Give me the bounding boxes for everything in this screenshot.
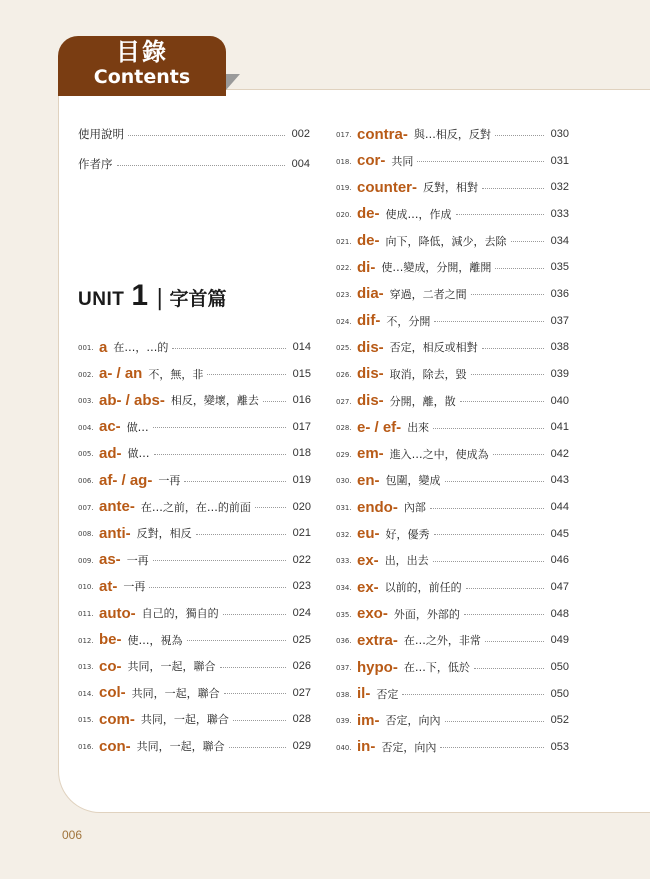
leader-dots xyxy=(434,534,545,535)
page-number: 024 xyxy=(292,607,311,619)
prefix-meaning: 在…之前，在…的前面 xyxy=(140,500,251,514)
prefix-meaning: 以前的，前任的 xyxy=(384,581,462,595)
toc-entry[interactable] xyxy=(336,736,569,758)
page-number: 021 xyxy=(292,527,311,540)
leader-dots xyxy=(445,481,545,482)
entry-number: 017. xyxy=(336,131,352,139)
leader-dots xyxy=(149,587,286,588)
page-number: 029 xyxy=(292,740,311,752)
entry-number: 007. xyxy=(78,503,94,512)
word-prefix: e- / ef- xyxy=(357,418,402,436)
word-prefix: dis- xyxy=(357,392,384,409)
page-number: 046 xyxy=(550,554,569,567)
page-number: 027 xyxy=(292,686,311,699)
toc-entry[interactable] xyxy=(78,522,311,544)
entry-number: 022. xyxy=(336,264,352,273)
toc-entry[interactable] xyxy=(78,708,311,730)
leader-dots xyxy=(466,588,544,589)
toc-entry[interactable] xyxy=(336,469,569,491)
prefix-meaning: 與…相反，反對 xyxy=(413,128,491,141)
entry-number: 020. xyxy=(336,210,352,219)
toc-entry[interactable] xyxy=(336,576,569,598)
entry-number: 029. xyxy=(336,450,352,459)
leader-dots xyxy=(184,481,286,482)
word-prefix: ad- xyxy=(99,444,122,462)
prefix-meaning: 共同，一起，聯合 xyxy=(140,713,229,727)
unit-separator: | xyxy=(156,286,164,311)
page-number: 053 xyxy=(550,740,569,753)
toc-entry[interactable] xyxy=(336,150,569,172)
leader-dots xyxy=(434,321,544,322)
leader-dots xyxy=(445,721,545,722)
prefix-meaning: 取消，除去，毀 xyxy=(389,367,467,381)
page-number: 014 xyxy=(292,341,311,353)
prefix-meaning: 否定，相反或相對 xyxy=(389,341,478,355)
leader-dots xyxy=(430,508,544,509)
page-number: 039 xyxy=(550,367,569,380)
leader-dots xyxy=(402,694,544,695)
leader-dots xyxy=(263,401,286,402)
leader-dots xyxy=(154,454,287,455)
leader-dots xyxy=(495,135,544,136)
entry-number: 013. xyxy=(78,663,94,672)
page-number: 037 xyxy=(550,314,569,327)
page-number: 047 xyxy=(550,581,569,594)
entry-number: 015. xyxy=(78,716,94,725)
toc-entry[interactable] xyxy=(336,629,569,651)
leader-dots xyxy=(187,640,287,641)
page-number: 050 xyxy=(550,661,569,673)
entry-number: 028. xyxy=(336,424,352,433)
word-prefix: col- xyxy=(99,684,126,702)
word-prefix: auto- xyxy=(99,604,136,622)
leader-dots xyxy=(233,720,286,721)
page-number: 049 xyxy=(550,634,569,647)
word-prefix: be- xyxy=(99,631,122,649)
leader-dots xyxy=(464,614,544,615)
toc-entry[interactable] xyxy=(336,656,569,678)
prefix-meaning: 否定，向內 xyxy=(385,714,441,728)
toc-entry[interactable] xyxy=(78,469,311,491)
page-number: 045 xyxy=(550,527,569,540)
leader-dots xyxy=(153,560,286,561)
page-number: 018 xyxy=(292,447,311,460)
page-number: 017 xyxy=(292,420,311,433)
entry-number: 009. xyxy=(78,556,94,565)
page-number: 044 xyxy=(550,501,569,514)
toc-entry[interactable] xyxy=(336,549,569,571)
page-number: 002 xyxy=(291,128,310,140)
word-prefix: il- xyxy=(357,685,371,703)
prefix-meaning: 共同，一起，聯合 xyxy=(127,660,216,674)
entry-number: 002. xyxy=(78,370,94,379)
toc-entry[interactable] xyxy=(336,683,569,705)
toc-entry[interactable] xyxy=(78,629,311,651)
word-prefix: a- / an xyxy=(99,365,143,383)
leader-dots xyxy=(440,747,544,748)
entry-number: 010. xyxy=(78,583,94,592)
word-prefix: ab- / abs- xyxy=(99,391,165,409)
toc-entry[interactable] xyxy=(336,709,569,731)
page-number: 050 xyxy=(550,687,569,700)
footer-page-number: 006 xyxy=(62,828,83,842)
leader-dots xyxy=(224,693,286,694)
unit-heading xyxy=(78,279,226,315)
word-prefix: extra- xyxy=(357,631,398,649)
page-number: 026 xyxy=(292,660,311,673)
preface-entry[interactable] xyxy=(78,124,310,144)
toc-entry[interactable] xyxy=(336,283,569,305)
page-number: 004 xyxy=(291,158,310,170)
leader-dots xyxy=(460,401,544,402)
leader-dots xyxy=(482,188,544,189)
word-prefix: com- xyxy=(99,710,135,728)
leader-dots xyxy=(207,374,286,375)
leader-dots xyxy=(223,614,286,615)
prefix-meaning: 否定，向內 xyxy=(381,740,437,754)
leader-dots xyxy=(456,214,545,215)
toc-entry[interactable] xyxy=(336,176,569,198)
entry-number: 005. xyxy=(78,450,94,459)
entry-number: 003. xyxy=(78,397,94,406)
leader-dots xyxy=(482,348,544,349)
word-prefix: di- xyxy=(357,258,376,276)
word-prefix: dis- xyxy=(357,338,384,356)
prefix-meaning: 向下，降低，減少，去除 xyxy=(385,234,507,248)
page-number: 020 xyxy=(292,500,311,513)
preface-label: 作者序 xyxy=(78,157,113,171)
page-number: 052 xyxy=(550,714,569,727)
word-prefix: anti- xyxy=(99,524,131,542)
prefix-meaning: 共同，一起，聯合 xyxy=(131,686,220,700)
entry-number: 024. xyxy=(336,317,352,326)
word-prefix: dia- xyxy=(357,285,384,303)
entry-number: 027. xyxy=(336,397,352,406)
prefix-meaning: 穿過，二者之間 xyxy=(389,287,467,301)
page-number: 041 xyxy=(550,421,569,434)
leader-dots xyxy=(117,165,286,166)
prefix-meaning: 一再 xyxy=(126,553,149,567)
entry-number: 030. xyxy=(336,477,352,486)
page-number: 022 xyxy=(292,553,311,566)
toc-entry[interactable] xyxy=(78,602,311,624)
prefix-meaning: 否定 xyxy=(376,687,399,701)
page-number: 019 xyxy=(292,474,311,486)
word-prefix: ac- xyxy=(99,418,121,436)
toc-entry[interactable] xyxy=(336,416,569,438)
entry-number: 033. xyxy=(336,557,352,566)
toc-entry[interactable] xyxy=(336,523,569,545)
prefix-meaning: 共同，一起，聯合 xyxy=(136,740,225,753)
entry-number: 032. xyxy=(336,530,352,539)
prefix-meaning: 進入…之中，使成為 xyxy=(389,447,489,461)
preface-label: 使用說明 xyxy=(78,127,124,141)
leader-dots xyxy=(471,294,544,295)
prefix-meaning: 內部 xyxy=(403,501,426,515)
word-prefix: counter- xyxy=(357,178,417,196)
leader-dots xyxy=(255,507,286,508)
toc-entry[interactable] xyxy=(78,416,311,438)
unit-word: UNIT xyxy=(78,289,125,310)
page-number: 035 xyxy=(550,261,569,274)
page-number: 023 xyxy=(292,580,311,593)
word-prefix: cor- xyxy=(357,152,386,170)
word-prefix: im- xyxy=(357,711,380,729)
prefix-meaning: 出，出去 xyxy=(384,554,429,568)
prefix-meaning: 一再 xyxy=(123,580,146,594)
page-number: 038 xyxy=(550,341,569,354)
toc-entry[interactable] xyxy=(78,655,311,677)
entry-number: 008. xyxy=(78,530,94,539)
toc-entry[interactable] xyxy=(336,336,569,358)
prefix-meaning: 反對，相對 xyxy=(423,181,478,195)
entry-number: 025. xyxy=(336,344,352,353)
toc-entry[interactable] xyxy=(336,203,569,225)
page-number: 043 xyxy=(550,474,569,487)
toc-entry[interactable] xyxy=(78,336,311,358)
leader-dots xyxy=(493,454,544,455)
preface-entry[interactable] xyxy=(78,154,310,174)
word-prefix: dif- xyxy=(357,312,381,330)
page-subtitle: Contents xyxy=(93,66,191,88)
prefix-meaning: 在…，…的 xyxy=(113,341,169,354)
prefix-meaning: 共同 xyxy=(391,154,414,168)
prefix-meaning: 在…下，低於 xyxy=(403,661,470,674)
entry-number: 011. xyxy=(78,610,94,618)
leader-dots xyxy=(196,534,286,535)
word-prefix: ante- xyxy=(99,498,135,516)
page-number: 036 xyxy=(550,287,569,300)
entry-number: 031. xyxy=(336,504,352,513)
word-prefix: de- xyxy=(357,232,380,250)
leader-dots xyxy=(417,161,544,162)
entry-number: 034. xyxy=(336,584,352,593)
page-number: 030 xyxy=(550,128,569,140)
page-number: 032 xyxy=(550,181,569,194)
entry-number: 019. xyxy=(336,184,352,193)
word-prefix: in- xyxy=(357,738,376,756)
entry-number: 023. xyxy=(336,290,352,299)
leader-dots xyxy=(220,667,287,668)
entry-number: 026. xyxy=(336,370,352,379)
toc-entry[interactable] xyxy=(78,735,311,757)
entry-number: 040. xyxy=(336,743,352,752)
page-number: 033 xyxy=(550,207,569,220)
toc-entry[interactable] xyxy=(336,390,569,412)
toc-entry[interactable] xyxy=(78,496,311,518)
leader-dots xyxy=(495,268,544,269)
leader-dots xyxy=(153,427,286,428)
page-number: 031 xyxy=(550,154,569,167)
prefix-meaning: 不，分開 xyxy=(386,314,431,328)
word-prefix: as- xyxy=(99,551,121,569)
unit-number: 1 xyxy=(131,279,149,312)
toc-entry[interactable] xyxy=(336,310,569,332)
prefix-meaning: 不，無，非 xyxy=(148,367,204,381)
page-number: 040 xyxy=(550,394,569,407)
prefix-meaning: 使…變成，分開，離開 xyxy=(381,261,492,275)
toc-entry[interactable] xyxy=(78,389,311,411)
word-prefix: dis- xyxy=(357,365,384,383)
word-prefix: de- xyxy=(357,205,380,223)
word-prefix: con- xyxy=(99,737,131,755)
toc-entry[interactable] xyxy=(336,123,569,145)
entry-number: 016. xyxy=(78,743,94,751)
word-prefix: a xyxy=(99,338,108,356)
leader-dots xyxy=(511,241,545,242)
leader-dots xyxy=(172,348,286,349)
header-fold-decoration xyxy=(226,74,240,90)
word-prefix: co- xyxy=(99,657,122,675)
word-prefix: endo- xyxy=(357,498,398,516)
prefix-meaning: 做… xyxy=(126,420,149,434)
word-prefix: at- xyxy=(99,577,118,595)
toc-entry[interactable] xyxy=(336,363,569,385)
page-title: 目錄 xyxy=(116,38,168,66)
word-prefix: contra- xyxy=(357,125,408,143)
entry-number: 001. xyxy=(78,344,94,352)
toc-entry[interactable] xyxy=(336,256,569,278)
prefix-meaning: 使…，視為 xyxy=(127,633,183,647)
prefix-meaning: 相反，變壞，離去 xyxy=(170,394,259,408)
toc-entry[interactable] xyxy=(78,682,311,704)
word-prefix: ex- xyxy=(357,578,379,596)
word-prefix: af- / ag- xyxy=(99,471,153,489)
entry-number: 038. xyxy=(336,690,352,699)
page-number: 034 xyxy=(550,234,569,247)
leader-dots xyxy=(433,428,544,429)
page-number: 042 xyxy=(550,447,569,460)
toc-entry[interactable] xyxy=(78,363,311,385)
toc-entry[interactable] xyxy=(336,443,569,465)
word-prefix: ex- xyxy=(357,551,379,569)
leader-dots xyxy=(471,374,544,375)
leader-dots xyxy=(229,747,286,748)
prefix-meaning: 出來 xyxy=(407,421,430,435)
page-number: 028 xyxy=(292,713,311,726)
prefix-meaning: 使成…，作成 xyxy=(385,207,452,221)
toc-entry[interactable] xyxy=(336,230,569,252)
toc-entry[interactable] xyxy=(336,603,569,625)
prefix-meaning: 自己的，獨自的 xyxy=(141,607,219,620)
entry-number: 035. xyxy=(336,610,352,619)
entry-number: 012. xyxy=(78,636,94,645)
unit-title: 字首篇 xyxy=(169,288,227,310)
page-number: 025 xyxy=(292,633,311,646)
prefix-meaning: 外面，外部的 xyxy=(393,607,460,621)
entry-number: 014. xyxy=(78,689,94,698)
page-number: 016 xyxy=(292,394,311,407)
prefix-meaning: 好，優秀 xyxy=(385,527,430,541)
page-number: 015 xyxy=(292,367,311,380)
prefix-meaning: 一再 xyxy=(158,474,181,487)
prefix-meaning: 反對，相反 xyxy=(136,527,192,541)
prefix-meaning: 包圍，變成 xyxy=(385,474,441,488)
leader-dots xyxy=(128,135,285,136)
leader-dots xyxy=(474,668,544,669)
entry-number: 039. xyxy=(336,717,352,726)
entry-number: 018. xyxy=(336,157,352,166)
toc-entry[interactable] xyxy=(336,496,569,518)
word-prefix: en- xyxy=(357,471,380,489)
leader-dots xyxy=(485,641,544,642)
entry-number: 036. xyxy=(336,637,352,646)
word-prefix: em- xyxy=(357,445,384,463)
entry-number: 021. xyxy=(336,237,352,246)
entry-number: 004. xyxy=(78,423,94,432)
prefix-meaning: 做… xyxy=(127,447,150,461)
toc-entry[interactable] xyxy=(78,549,311,571)
word-prefix: eu- xyxy=(357,525,380,543)
word-prefix: hypo- xyxy=(357,658,398,676)
prefix-meaning: 在…之外，非常 xyxy=(403,634,481,648)
entry-number: 037. xyxy=(336,664,352,672)
leader-dots xyxy=(433,561,544,562)
toc-entry[interactable] xyxy=(78,442,311,464)
entry-number: 006. xyxy=(78,477,94,485)
word-prefix: exo- xyxy=(357,605,388,623)
prefix-meaning: 分開，離，散 xyxy=(389,394,456,408)
page-number: 048 xyxy=(550,607,569,620)
toc-entry[interactable] xyxy=(78,575,311,597)
